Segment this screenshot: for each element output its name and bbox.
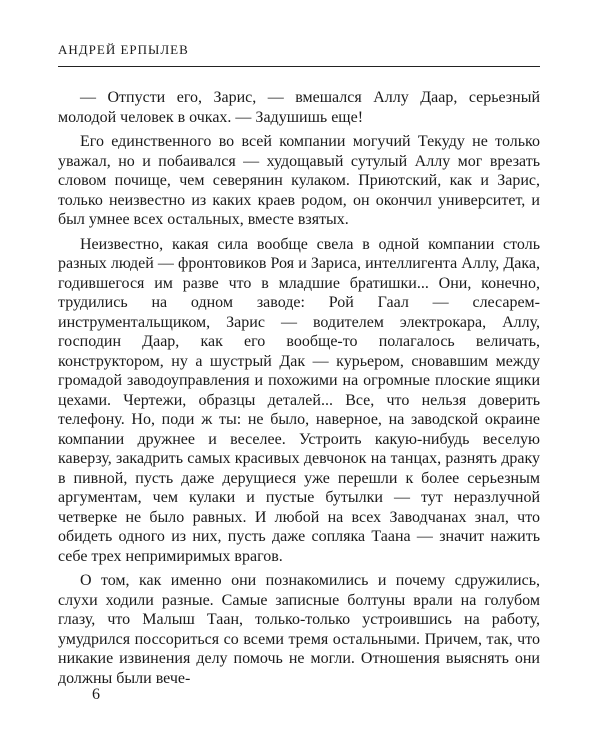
body-text <box>58 88 540 693</box>
paragraph: Его единственного во всей компании могучий Текуду не только уважал, но и побаивался — худощавый сутулый Аллу мог врезать словом почище, чем северянин кулаком. Приютский, как и Зарис, только неизвестно из каких краев родом, он окончил университет, и был умнее всех остальных, вместе взятых. <box>58 133 540 228</box>
page-number: 6 <box>92 686 100 703</box>
paragraph: — Отпусти его, Зарис, — вмешался Аллу Даар, серьезный молодой человек в очках. — Задушишь еще! <box>58 89 540 126</box>
running-header: АНДРЕЙ ЕРПЫЛЕВ <box>58 42 540 67</box>
paragraph: О том, как именно они познакомились и почему сдружились, слухи ходили разные. Самые записные болтуны врали на голубом глазу, что Малыш Таан, только-только устроившись на работу, умудрился поссориться со всеми тремя остальными. Причем, так, что никакие извинения делу помочь не могли. Отношения выяснять они должны были вече- <box>58 572 540 687</box>
paragraph: Неизвестно, какая сила вообще свела в одной компании столь разных людей — фронтовиков Роя и Зариса, интеллигента Аллу, Дака, годившегося им разве что в младшие братишки... Они, конечно, трудились на одном заводе: Рой Гаал — слесарем-инструментальщиком, Зарис — водителем электрокара, Аллу, господин Даар, как его вообще-то полагалось величать, конструктором, ну а шустрый Дак — курьером, сновавшим между громадой заводоуправления и похожими на огромные плоские ящики цехами. Чертежи, образцы деталей... Все, что нельзя доверить телефону. Но, поди ж ты: не было, наверное, на заводской окраине компании дружнее и веселее. Устроить какую-нибудь веселую каверзу, закадрить самых красивых девчонок на танцах, разнять драку в пивной, пусть даже дерущиеся уже перешли к более серьезным аргументам, чем кулаки и пустые бутылки — тут неразлучной четверке не было равных. И любой на всех Заводчанах знал, что обидеть одного из них, пусть даже сопляка Таана — значит нажить себе трех непримиримых врагов. <box>58 235 540 565</box>
